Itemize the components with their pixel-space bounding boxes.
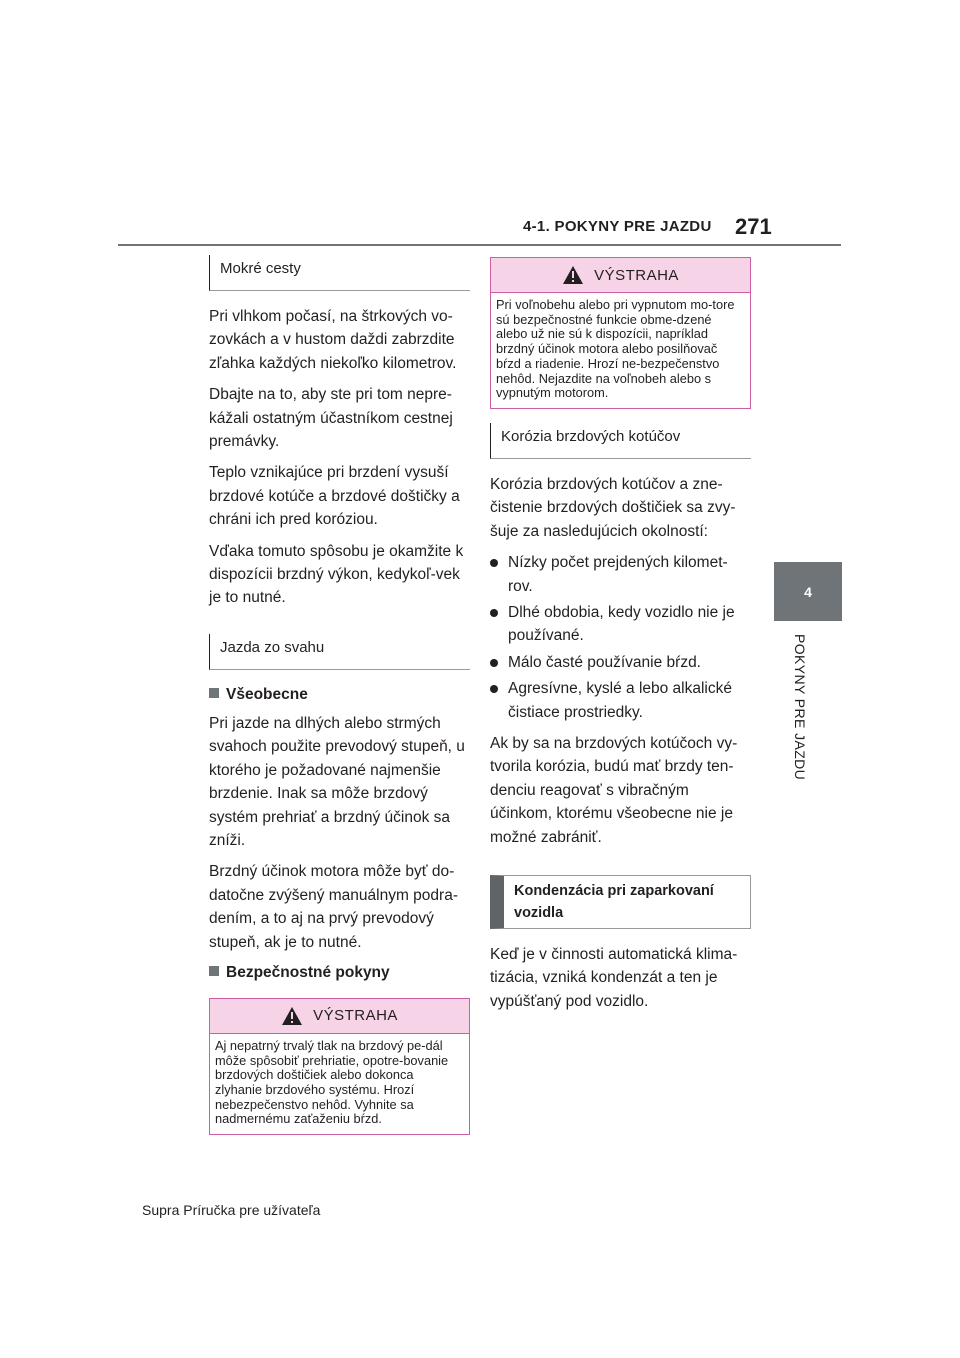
warning-text: Pri voľnobehu alebo pri vypnutom mo-tore sú bezpečnostné funkcie obme-dzené alebo už nie sú k dispozícii, napríklad brzdný účinok motora alebo posilňovač bŕzd a riadenie. Hrozí ne-bezpečenstvo nehôd. Nejazdite na voľnobeh alebo s vypnutým motorom. bbox=[496, 297, 735, 401]
square-bullet-icon bbox=[209, 966, 219, 976]
condensation-heading: Kondenzácia pri zaparkovaní vozidla bbox=[490, 875, 751, 929]
footer-text: Supra Príručka pre užívateľa bbox=[142, 1202, 321, 1218]
page-number: 271 bbox=[735, 214, 772, 239]
warning-triangle-icon bbox=[562, 265, 584, 285]
corrosion-bullet-list bbox=[490, 551, 751, 724]
section-title: 4-1. POKYNY PRE JAZDU bbox=[523, 218, 712, 235]
safety-heading: Bezpečnostné pokyny bbox=[209, 962, 470, 984]
paragraph: Vďaka tomuto spôsobu je okamžite k dispozícii brzdný výkon, kedykoľ-vek je to nutné. bbox=[209, 542, 464, 607]
left-column bbox=[209, 255, 470, 1135]
paragraph: Teplo vznikajúce pri brzdení vysuší brzdové kotúče a brzdové doštičky a chráni ich pred koróziou. bbox=[209, 464, 460, 529]
paragraph: Korózia brzdových kotúčov a zne-čistenie brzdových doštičiek sa zvy-šuje za nasledujúcich okolností: bbox=[490, 475, 736, 540]
list-item: Dlhé obdobia, kedy vozidlo nie je používané. bbox=[490, 601, 751, 648]
general-heading: Všeobecne bbox=[209, 684, 470, 706]
paragraph: Brzdný účinok motora môže byť do-datočne zvýšený manuálnym podra-dením, a to aj na prvý prevodový stupeň, ak je to nutné. bbox=[209, 863, 458, 951]
chapter-tab: 4 bbox=[774, 562, 842, 621]
right-column bbox=[490, 257, 751, 1021]
downhill-heading: Jazda zo svahu bbox=[209, 634, 470, 670]
header-divider bbox=[118, 244, 841, 246]
corrosion-heading: Korózia brzdových kotúčov bbox=[490, 423, 751, 459]
paragraph: Dbajte na to, aby ste pri tom nepre-kážali ostatným účastníkom cestnej premávky. bbox=[209, 386, 453, 451]
warning-title: VÝSTRAHA bbox=[491, 258, 750, 293]
warning-title: VÝSTRAHA bbox=[210, 999, 469, 1034]
warning-box bbox=[209, 998, 470, 1135]
warning-text: Aj nepatrný trvalý tlak na brzdový pe-dál môže spôsobiť prehriatie, opotre-bovanie brzdových doštičiek alebo dokonca zlyhanie brzdového systému. Hrozí nebezpečenstvo nehôd. Vyhnite sa nadmernému zaťaženiu bŕzd. bbox=[215, 1037, 449, 1127]
wet-roads-heading: Mokré cesty bbox=[209, 255, 470, 291]
paragraph: Pri vlhkom počasí, na štrkových vo-zovkách a v hustom daždi zabrzdite zľahka každých niekoľko kilometrov. bbox=[209, 308, 457, 372]
paragraph: Pri jazde na dlhých alebo strmých svahoch použite prevodový stupeň, u ktorého je požadované najmenšie brzdenie. Inak sa môže brzdový systém prehriať a brzdný účinok sa zníži. bbox=[209, 714, 465, 849]
warning-triangle-icon bbox=[281, 1006, 303, 1026]
list-item: Nízky počet prejdených kilomet-rov. bbox=[490, 551, 751, 598]
paragraph: Keď je v činnosti automatická klima-tizácia, vzniká kondenzát a ten je vypúšťaný pod vozidlo. bbox=[490, 946, 738, 1010]
paragraph: Ak by sa na brzdových kotúčoch vy-tvorila korózia, budú mať brzdy ten-denciu reagovať s vibračným účinkom, ktorému všeobecne nie je možné zabrániť. bbox=[490, 734, 738, 846]
list-item: Málo časté používanie bŕzd. bbox=[490, 651, 751, 674]
list-item: Agresívne, kyslé a lebo alkalické čistiace prostriedky. bbox=[490, 677, 751, 724]
warning-box bbox=[490, 257, 751, 409]
chapter-side-title: POKYNY PRE JAZDU bbox=[792, 634, 808, 781]
square-bullet-icon bbox=[209, 688, 219, 698]
